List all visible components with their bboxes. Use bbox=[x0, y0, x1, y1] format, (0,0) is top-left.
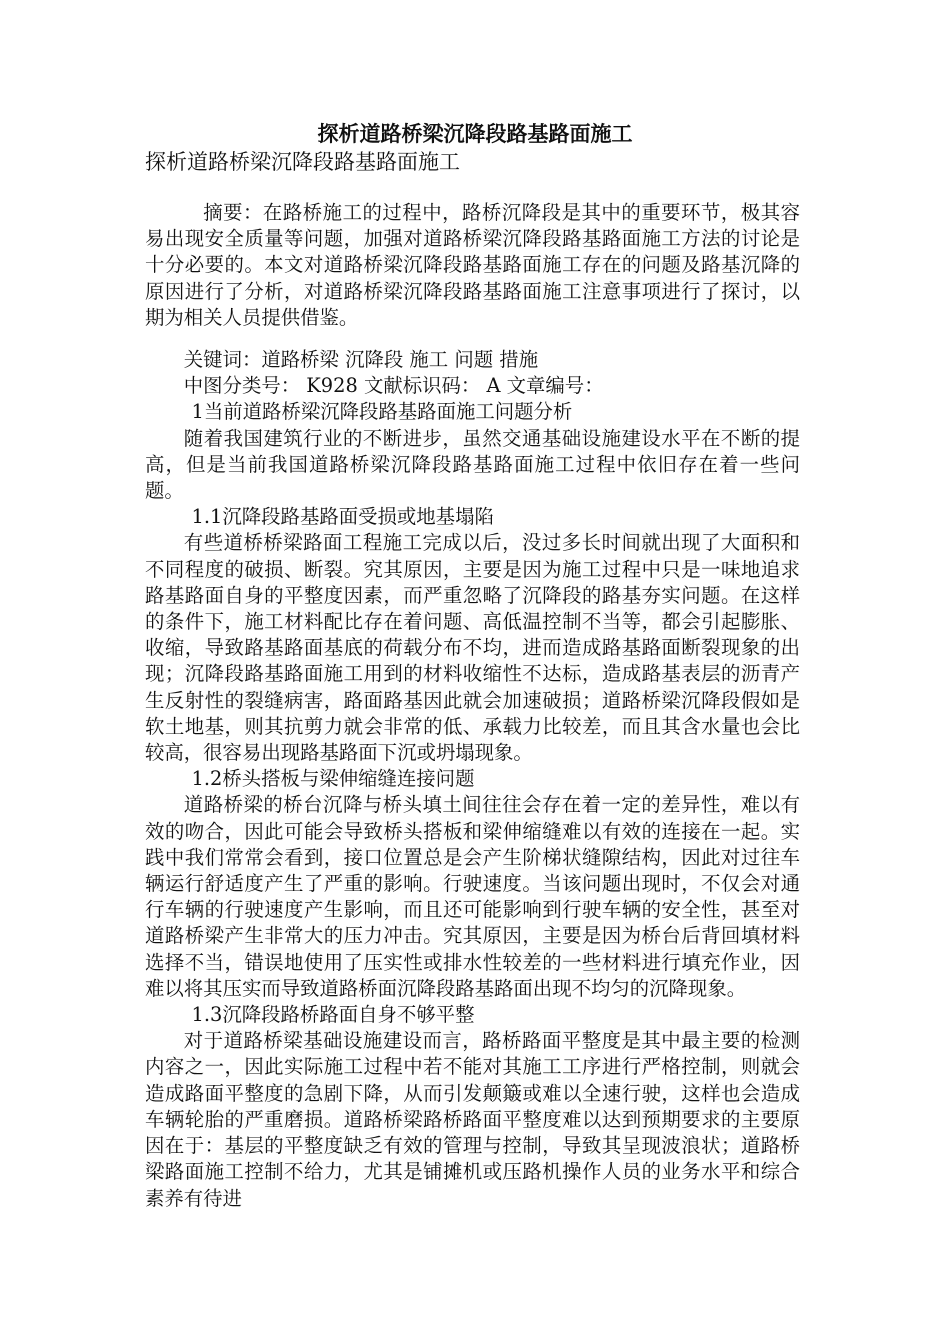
document-subtitle: 探析道路桥梁沉降段路基路面施工 bbox=[145, 150, 460, 174]
keywords-line: 关键词：道路桥梁 沉降段 施工 问题 措施 bbox=[183, 348, 539, 371]
section-1-3-paragraph: 对于道路桥梁基础设施建设而言，路桥路面平整度是其中最主要的检测内容之一，因此实际施工过程中若不能对其施工工序进行严格控制，则就会造成路面平整度的急剧下降，从而引发颠簸或难以全速行驶，这样也会造成车辆轮胎的严重磨损。道路桥梁路桥路面平整度难以达到预期要求的主要原因在于：基层的平整度缺乏有效的管理与控制，导致其呈现波浪状；道路桥梁路面施工控制不给力，尤其是铺摊机或压路机操作人员的业务水平和综合素养有待进 bbox=[145, 1029, 800, 1210]
section-1-2-heading: 1.2桥头搭板与梁伸缩缝连接问题 bbox=[191, 767, 475, 791]
main-body bbox=[145, 347, 800, 1211]
section-1-3-clip bbox=[145, 1028, 800, 1211]
section-1-2-paragraph: 道路桥梁的桥台沉降与桥头填土间往往会存在着一定的差异性，难以有效的吻合，因此可能会导致桥头搭板和梁伸缩缝难以有效的连接在一起。实践中我们常常会看到，接口位置总是会产生阶梯状缝隙结构，因此对过往车辆运行舒适度产生了严重的影响。行驶速度。当该问题出现时，不仅会对通行车辆的行驶速度产生影响，而且还可能影响到行驶车辆的安全性，甚至对道路桥梁产生非常大的压力冲击。究其原因，主要是因为桥台后背回填材料选择不当，错误地使用了压实性或排水性较差的一些材料进行填充作业，因难以将其压实而导致道路桥面沉降段路基路面出现不均匀的沉降现象。 bbox=[145, 793, 800, 1000]
classification-line: 中图分类号： K928 文献标识码： A 文章编号： bbox=[183, 374, 604, 398]
section-1-paragraph: 随着我国建筑行业的不断进步，虽然交通基础设施建设水平在不断的提高，但是当前我国道路桥梁沉降段路基路面施工过程中依旧存在着一些问题。 bbox=[145, 426, 800, 503]
abstract-block bbox=[145, 200, 800, 331]
abstract-paragraph: 摘要：在路桥施工的过程中，路桥沉降段是其中的重要环节，极其容易出现安全质量等问题，加强对道路桥梁沉降段路基路面施工方法的讨论是十分必要的。本文对道路桥梁沉降段路基路面施工存在的问题及路基沉降的原因进行了分析，对道路桥梁沉降段路基路面施工注意事项进行了探讨，以期为相关人员提供借鉴。 bbox=[145, 201, 800, 329]
section-1-1-heading: 1.1沉降段路基路面受损或地基塌陷 bbox=[191, 505, 494, 529]
document-title: 探析道路桥梁沉降段路基路面施工 bbox=[317, 121, 633, 146]
section-1-heading: 1当前道路桥梁沉降段路基路面施工问题分析 bbox=[191, 400, 573, 424]
section-1-3-heading: 1.3沉降段路桥路面自身不够平整 bbox=[191, 1003, 475, 1027]
section-1-1-paragraph: 有些道桥桥梁路面工程施工完成以后，没过多长时间就出现了大面积和不同程度的破损、断裂。究其原因，主要是因为施工过程中只是一味地追求路基路面自身的平整度因素，而严重忽略了沉降段的路基夯实问题。在这样的条件下，施工材料配比存在着问题、高低温控制不当等，都会引起膨胀、收缩，导致路基路面基底的荷载分布不均，进而造成路基路面断裂现象的出现；沉降段路基路面施工用到的材料收缩性不达标，造成路基表层的沥青产生反射性的裂缝病害，路面路基因此就会加速破损；道路桥梁沉降段假如是软土地基，则其抗剪力就会非常的低、承载力比较差，而且其含水量也会比较高，很容易出现路基路面下沉或坍塌现象。 bbox=[145, 531, 800, 765]
